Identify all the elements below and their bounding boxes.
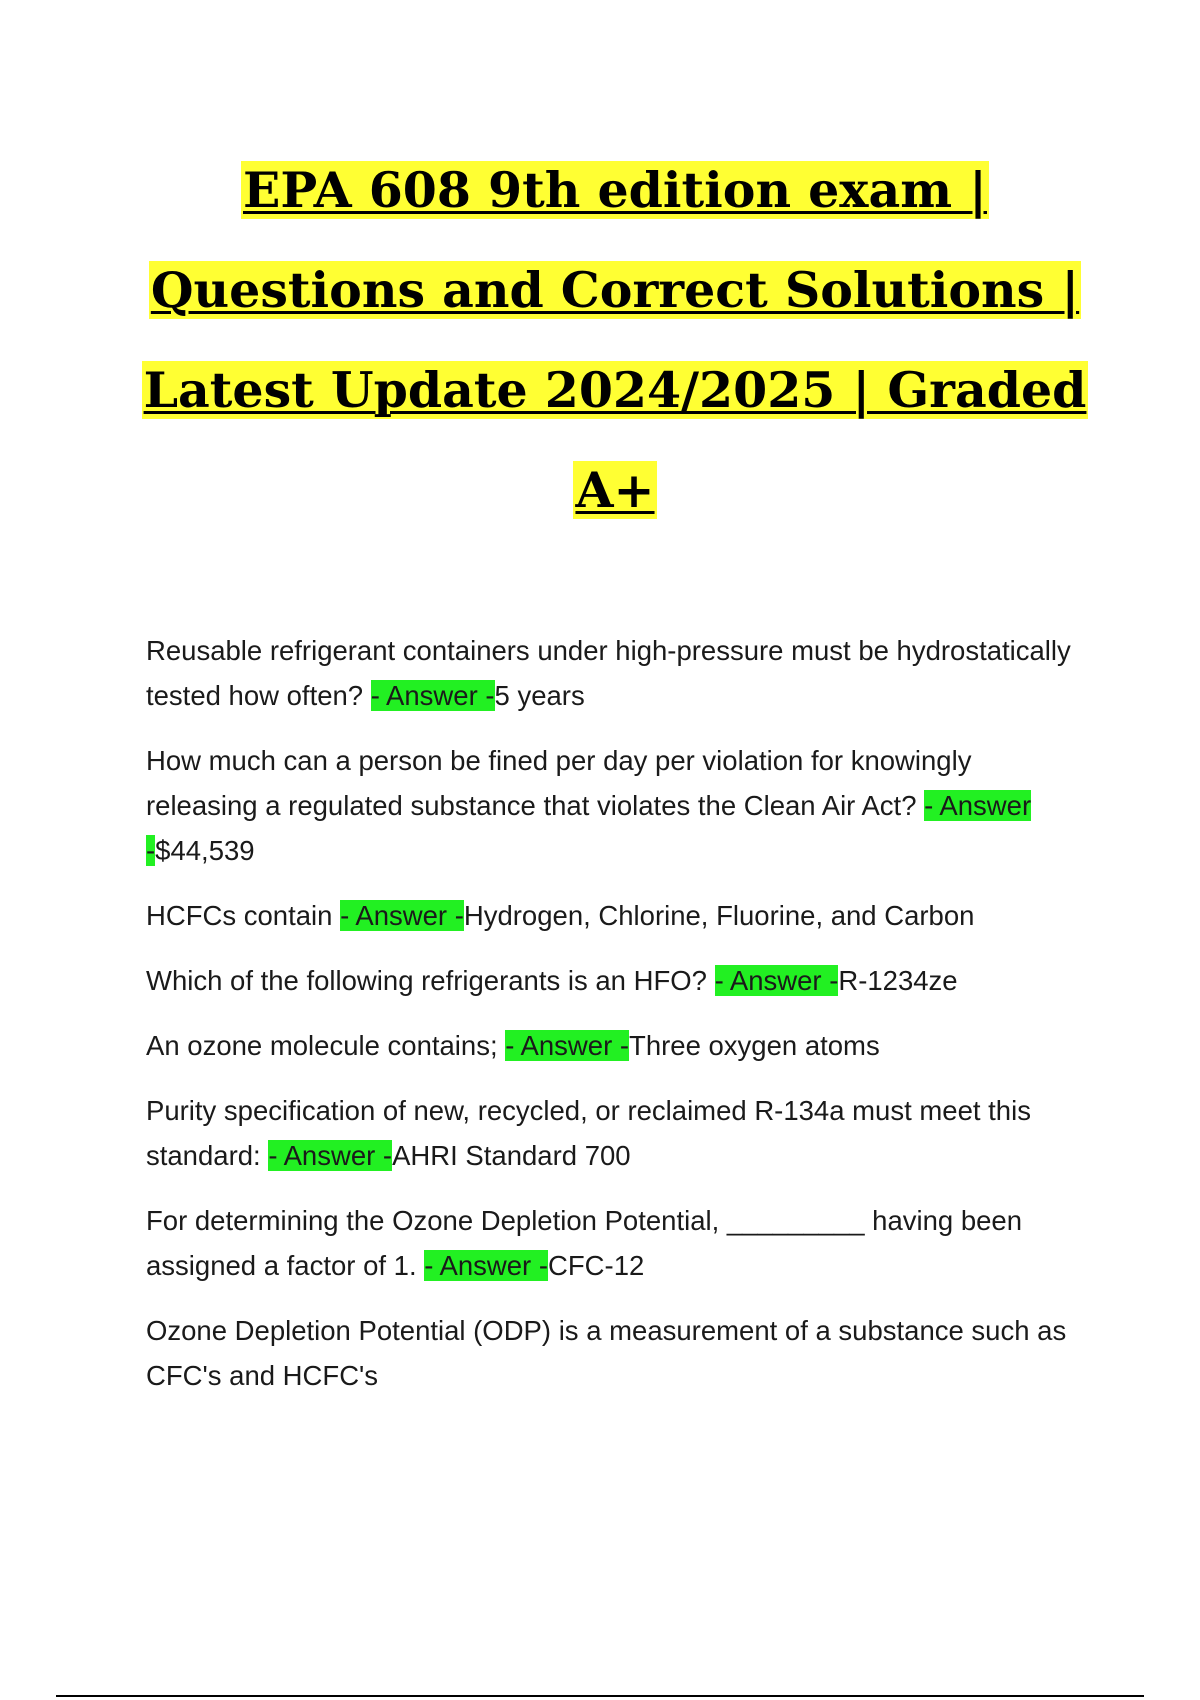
question-text: For determining the Ozone Depletion Potential, _________ having been assigned a factor of 1. — [146, 1205, 1023, 1281]
qa-item — [146, 1198, 1086, 1288]
answer-text: Hydrogen, Chlorine, Fluorine, and Carbon — [463, 900, 975, 931]
answer-text: R-1234ze — [838, 965, 958, 996]
answer-text: Three oxygen atoms — [629, 1030, 880, 1061]
answer-label: - Answer - — [424, 1250, 549, 1281]
answer-label: - Answer - — [340, 900, 464, 931]
title-line-3-text: Latest Update 2024/2025 | Graded — [143, 361, 1087, 419]
trailing-paragraph: Ozone Depletion Potential (ODP) is a measurement of a substance such as CFC's and HCFC's — [146, 1315, 1067, 1391]
title-line-1-text: EPA 608 9th edition exam | — [243, 161, 987, 219]
question-text: HCFCs contain — [146, 900, 341, 931]
answer-text: $44,539 — [155, 835, 255, 866]
title-line-1 — [100, 140, 1130, 240]
question-text: Which of the following refrigerants is an HFO? — [146, 965, 715, 996]
question-text: An ozone molecule contains; — [146, 1030, 506, 1061]
title-line-2 — [100, 240, 1130, 340]
question-text: How much can a person be fined per day per violation for knowingly releasing a regulated substance that violates the Clean Air Act? — [146, 745, 972, 821]
title-line-4-text: A+ — [575, 461, 655, 519]
qa-item — [146, 1088, 1086, 1178]
answer-label: - Answer - — [505, 1030, 630, 1061]
qa-item — [146, 958, 1086, 1003]
answer-text: CFC-12 — [548, 1250, 645, 1281]
qa-item — [146, 893, 1086, 938]
title-line-3 — [100, 340, 1130, 440]
answer-text: 5 years — [494, 680, 585, 711]
qa-item — [146, 1023, 1086, 1068]
title-line-2-text: Questions and Correct Solutions | — [150, 261, 1080, 319]
answer-label: - Answer - — [268, 1140, 393, 1171]
qa-item — [146, 738, 1086, 873]
document-title — [100, 140, 1130, 540]
answer-label: - Answer - — [146, 790, 1032, 866]
page-divider — [56, 1695, 1144, 1697]
answer-label: - Answer - — [714, 965, 839, 996]
question-text: Reusable refrigerant containers under high-pressure must be hydrostatically tested how often? — [146, 635, 1071, 711]
answer-text: AHRI Standard 700 — [392, 1140, 631, 1171]
qa-item — [146, 628, 1086, 718]
answer-label: - Answer - — [370, 680, 495, 711]
title-line-4 — [100, 440, 1130, 540]
question-text: Purity specification of new, recycled, or reclaimed R-134a must meet this standard: — [146, 1095, 1031, 1171]
qa-list — [146, 628, 1086, 1418]
